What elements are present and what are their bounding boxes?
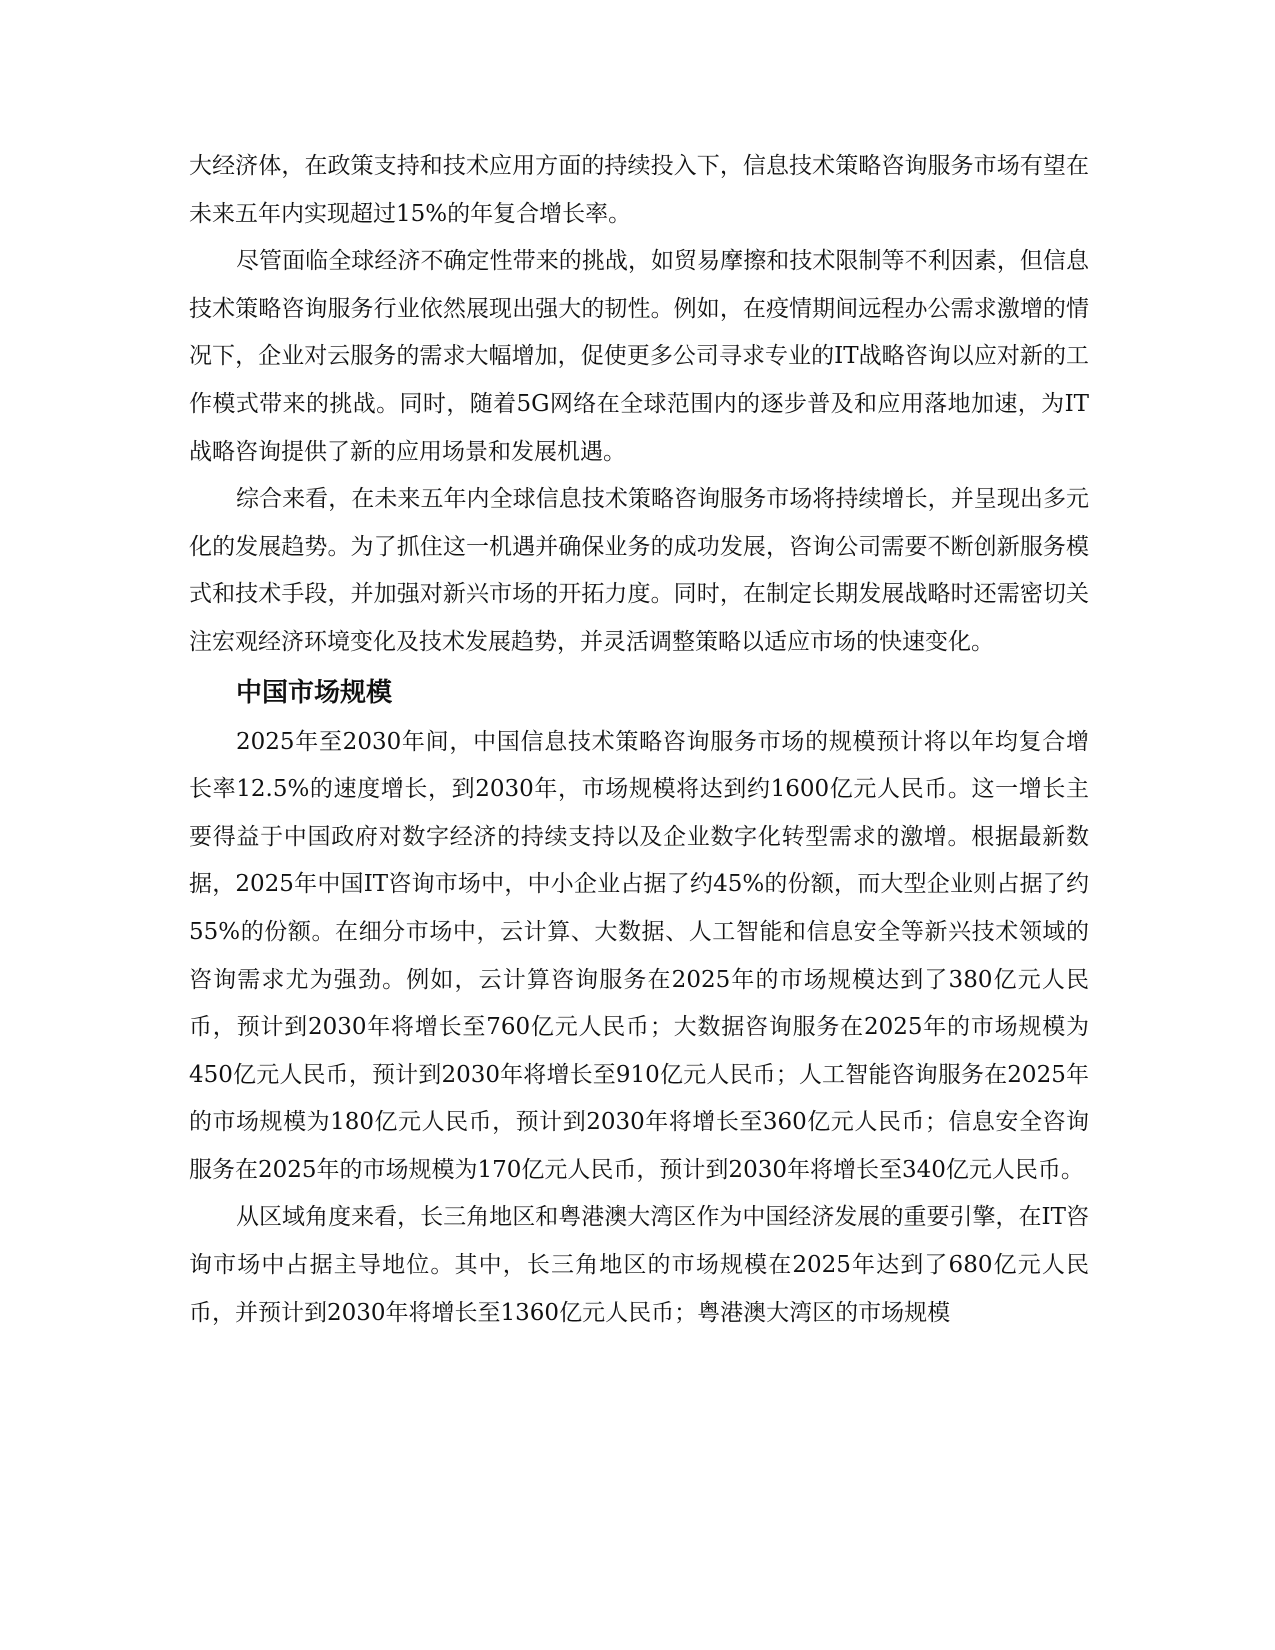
paragraph-continuation: 大经济体，在政策支持和技术应用方面的持续投入下，信息技术策略咨询服务市场有望在未来五年内实现超过15%的年复合增长率。	[189, 153, 1089, 227]
document-body	[189, 143, 1089, 1337]
section-heading-china-market-size: 中国市场规模	[236, 677, 393, 708]
paragraph-resilience: 尽管面临全球经济不确定性带来的挑战，如贸易摩擦和技术限制等不利因素，但信息技术策略咨询服务行业依然展现出强大的韧性。例如，在疫情期间远程办公需求激增的情况下，企业对云服务的需求大幅增加，促使更多公司寻求专业的IT战略咨询以应对新的工作模式带来的挑战。同时，随着5G网络在全球范围内的逐步普及和应用落地加速，为IT战略咨询提供了新的应用场景和发展机遇。	[189, 248, 1089, 465]
paragraph-summary: 综合来看，在未来五年内全球信息技术策略咨询服务市场将持续增长，并呈现出多元化的发展趋势。为了抓住这一机遇并确保业务的成功发展，咨询公司需要不断创新服务模式和技术手段，并加强对新兴市场的开拓力度。同时，在制定长期发展战略时还需密切关注宏观经济环境变化及技术发展趋势，并灵活调整策略以适应市场的快速变化。	[189, 486, 1089, 655]
paragraph-regional: 从区域角度来看，长三角地区和粤港澳大湾区作为中国经济发展的重要引擎，在IT咨询市场中占据主导地位。其中，长三角地区的市场规模在2025年达到了680亿元人民币，并预计到2030年将增长至1360亿元人民币；粤港澳大湾区的市场规模	[189, 1204, 1089, 1326]
paragraph-china-market: 2025年至2030年间，中国信息技术策略咨询服务市场的规模预计将以年均复合增长率12.5%的速度增长，到2030年，市场规模将达到约1600亿元人民币。这一增长主要得益于中国政府对数字经济的持续支持以及企业数字化转型需求的激增。根据最新数据，2025年中国IT咨询市场中，中小企业占据了约45%的份额，而大型企业则占据了约55%的份额。在细分市场中，云计算、大数据、人工智能和信息安全等新兴技术领域的咨询需求尤为强劲。例如，云计算咨询服务在2025年的市场规模达到了380亿元人民币，预计到2030年将增长至760亿元人民币；大数据咨询服务在2025年的市场规模为450亿元人民币，预计到2030年将增长至910亿元人民币；人工智能咨询服务在2025年的市场规模为180亿元人民币，预计到2030年将增长至360亿元人民币；信息安全咨询服务在2025年的市场规模为170亿元人民币，预计到2030年将增长至340亿元人民币。	[189, 728, 1089, 1183]
